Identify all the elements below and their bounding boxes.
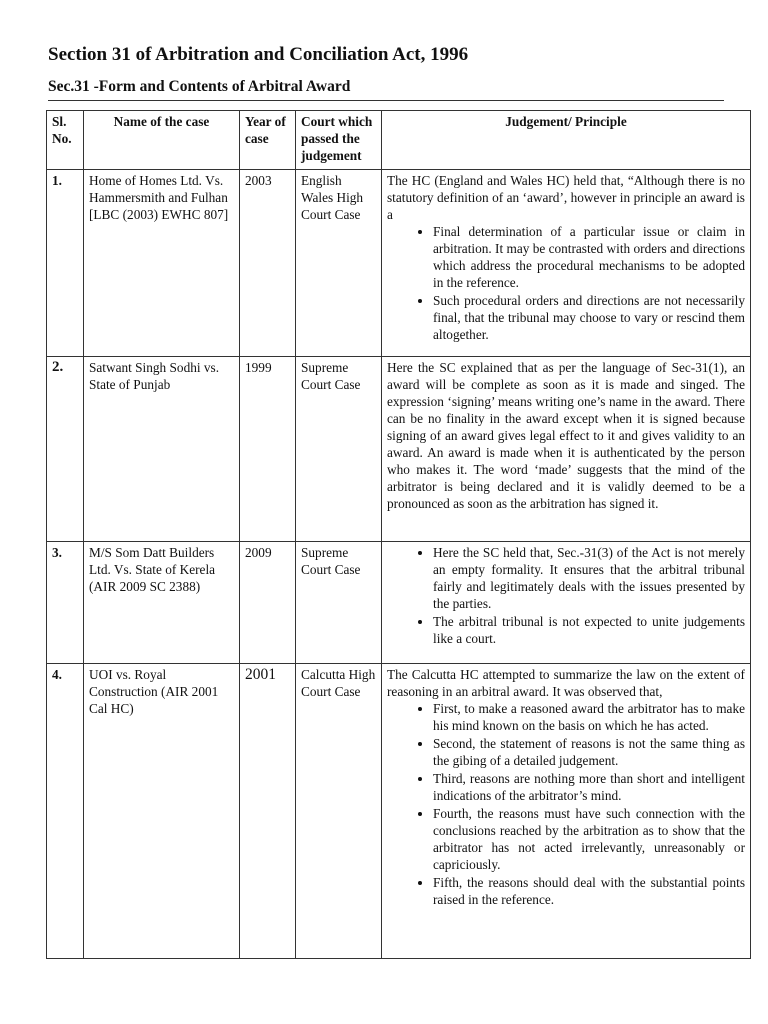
table-row <box>47 542 751 664</box>
row-court: English Wales High Court Case <box>296 170 382 357</box>
header-sl-no: Sl. No. <box>47 111 84 170</box>
row-court: Calcutta High Court Case <box>296 664 382 959</box>
row-year: 1999 <box>240 357 296 542</box>
table-row <box>47 357 751 542</box>
row-judgement <box>382 542 751 664</box>
list-item: • Fifth, the reasons should deal with the substantial points raised in the reference. <box>433 874 745 908</box>
document-title: Section 31 of Arbitration and Conciliation Act, 1996 <box>48 44 469 65</box>
list-item: • Fourth, the reasons must have such connection with the conclusions reached by the arbitration as to show that the arbitrator has not acted irrelevantly, unreasonably or capriciously. <box>433 805 745 873</box>
row-judgement <box>382 357 751 542</box>
list-item: • Such procedural orders and directions are not necessarily final, that the tribunal may choose to vary or rescind them altogether. <box>433 292 745 343</box>
judgement-text: Here the SC explained that as per the language of Sec-31(1), an award will be complete as soon as it is made and singed. The expression ‘signing’ means writing one’s name in the award. There can be no finality in the award except when it is signed because signing of an award gives legal effect to it and gives validity to an award. An award is made when it is authenticated by the person who makes it. The word ‘made’ suggests that the mind of the arbitrator is being declared and it is validly deemed to be a pronounced as soon as the arbitration has signed it. <box>387 360 745 511</box>
row-judgement <box>382 664 751 959</box>
row-year: 2001 <box>240 664 296 959</box>
row-court: Supreme Court Case <box>296 357 382 542</box>
table-row <box>47 664 751 959</box>
row-case-name: M/S Som Datt Builders Ltd. Vs. State of Kerela (AIR 2009 SC 2388) <box>84 542 240 664</box>
row-year: 2009 <box>240 542 296 664</box>
list-item: • Final determination of a particular issue or claim in arbitration. It may be contrasted with orders and directions which address the procedural mechanisms to be adopted in the reference. <box>433 223 745 291</box>
row-case-name: Home of Homes Ltd. Vs. Hammersmith and Fulhan [LBC (2003) EWHC 807] <box>84 170 240 357</box>
case-table <box>46 110 751 959</box>
subtitle-underline <box>48 100 724 101</box>
row-judgement <box>382 170 751 357</box>
row-sl-no: 4. <box>47 664 84 959</box>
header-case-name: Name of the case <box>84 111 240 170</box>
list-item: • Here the SC held that, Sec.-31(3) of the Act is not merely an empty formality. It ensures that the arbitral tribunal fairly and legitimately deals with the issues presented by the parties. <box>433 544 745 612</box>
header-year: Year of case <box>240 111 296 170</box>
row-sl-no: 3. <box>47 542 84 664</box>
row-sl-no: 2. <box>47 357 84 542</box>
table-row <box>47 170 751 357</box>
judgement-bullets <box>387 223 745 343</box>
judgement-text: The Calcutta HC attempted to summarize the law on the extent of reasoning in an arbitral award. It was observed that, <box>387 667 745 699</box>
row-case-name: UOI vs. Royal Construction (AIR 2001 Cal HC) <box>84 664 240 959</box>
list-item: • Third, reasons are nothing more than short and intelligent indications of the arbitrator’s mind. <box>433 770 745 804</box>
list-item: • First, to make a reasoned award the arbitrator has to make his mind known on the basis on which he has acted. <box>433 700 745 734</box>
row-court: Supreme Court Case <box>296 542 382 664</box>
row-year: 2003 <box>240 170 296 357</box>
row-case-name: Satwant Singh Sodhi vs. State of Punjab <box>84 357 240 542</box>
row-sl-no: 1. <box>47 170 84 357</box>
header-judgement: Judgement/ Principle <box>382 111 751 170</box>
list-item: • Second, the statement of reasons is not the same thing as the gibing of a detailed judgement. <box>433 735 745 769</box>
judgement-text: The HC (England and Wales HC) held that, “Although there is no statutory definition of an ‘award’, however in principle an award is a <box>387 173 745 222</box>
judgement-bullets <box>387 700 745 908</box>
section-subtitle: Sec.31 -Form and Contents of Arbitral Award <box>48 78 351 95</box>
header-court: Court which passed the judgement <box>296 111 382 170</box>
list-item: • The arbitral tribunal is not expected to unite judgements like a court. <box>433 613 745 647</box>
table-header-row <box>47 111 751 170</box>
judgement-bullets <box>387 544 745 647</box>
